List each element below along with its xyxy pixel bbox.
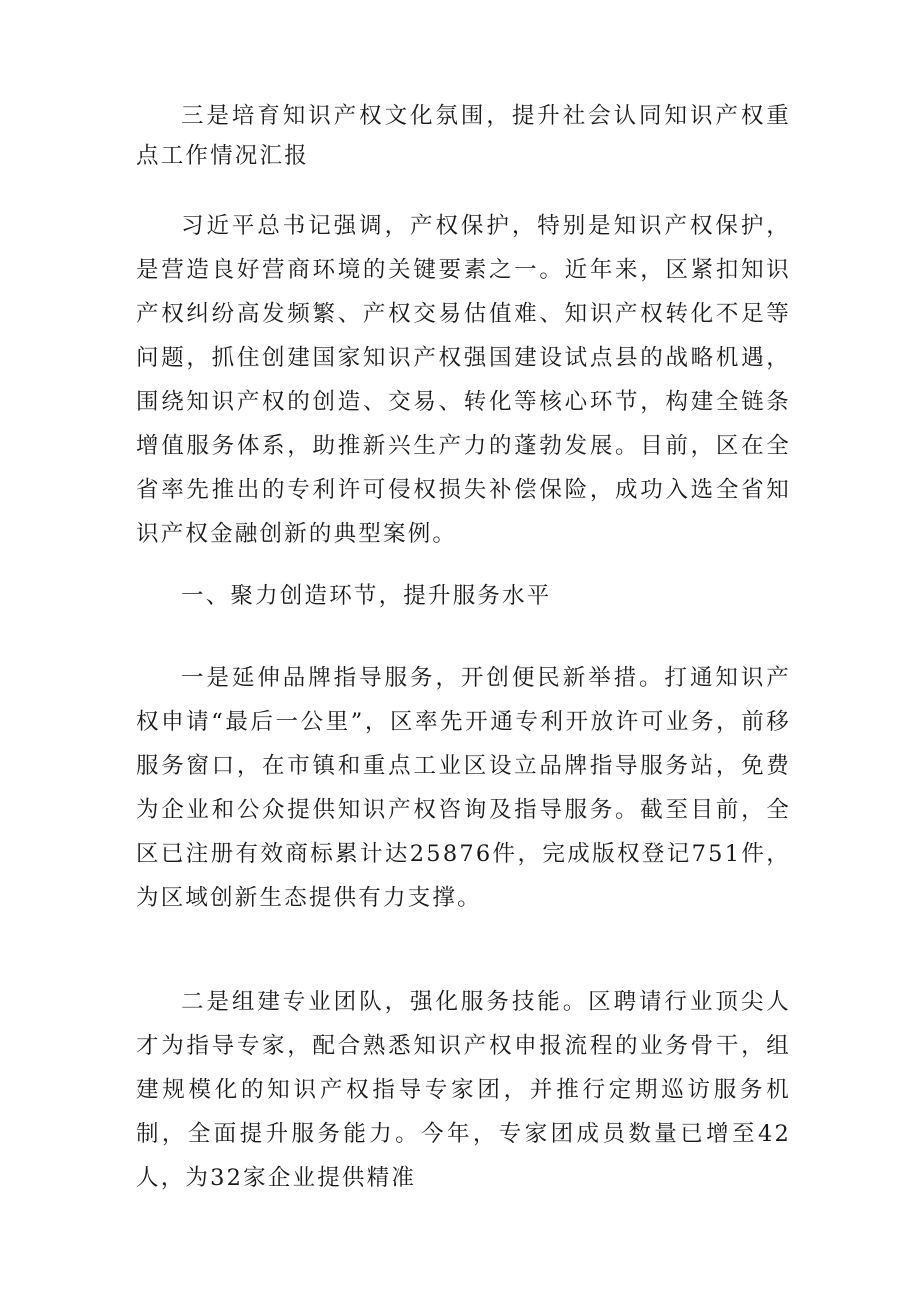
paragraph-expert-team: 二是组建专业团队，强化服务技能。区聘请行业顶尖人才为指导专家，配合熟悉知识产权申报流程的业务骨干，组建规模化的知识产权指导专家团，并推行定期巡访服务机制，全面提升服务能力。今年，专家团成员数量已增至42人，为32家企业提供精准 <box>136 989 791 1191</box>
document-title: 三是培育知识产权文化氛围，提升社会认同知识产权重点工作情况汇报 <box>136 103 791 169</box>
paragraph-brand-guidance: 一是延伸品牌指导服务，开创便民新举措。打通知识产权申请“最后一公里”，区率先开通专利开放许可业务，前移服务窗口，在市镇和重点工业区设立品牌指导服务站，免费为企业和公众提供知识产权咨询及指导服务。截至目前，全区已注册有效商标累计达25876件，完成版权登记751件，为区域创新生态提供有力支撑。 <box>136 665 791 911</box>
intro-paragraph: 习近平总书记强调，产权保护，特别是知识产权保护，是营造良好营商环境的关键要素之一。近年来，区紧扣知识产权纠纷高发频繁、产权交易估值难、知识产权转化不足等问题，抓住创建国家知识产权强国建设试点县的战略机遇，围绕知识产权的创造、交易、转化等核心环节，构建全链条增值服务体系，助推新兴生产力的蓬勃发展。目前，区在全省率先推出的专利许可侵权损失补偿保险，成功入选全省知识产权金融创新的典型案例。 <box>136 213 791 547</box>
section-heading: 一、聚力创造环节，提升服务水平 <box>181 583 552 609</box>
